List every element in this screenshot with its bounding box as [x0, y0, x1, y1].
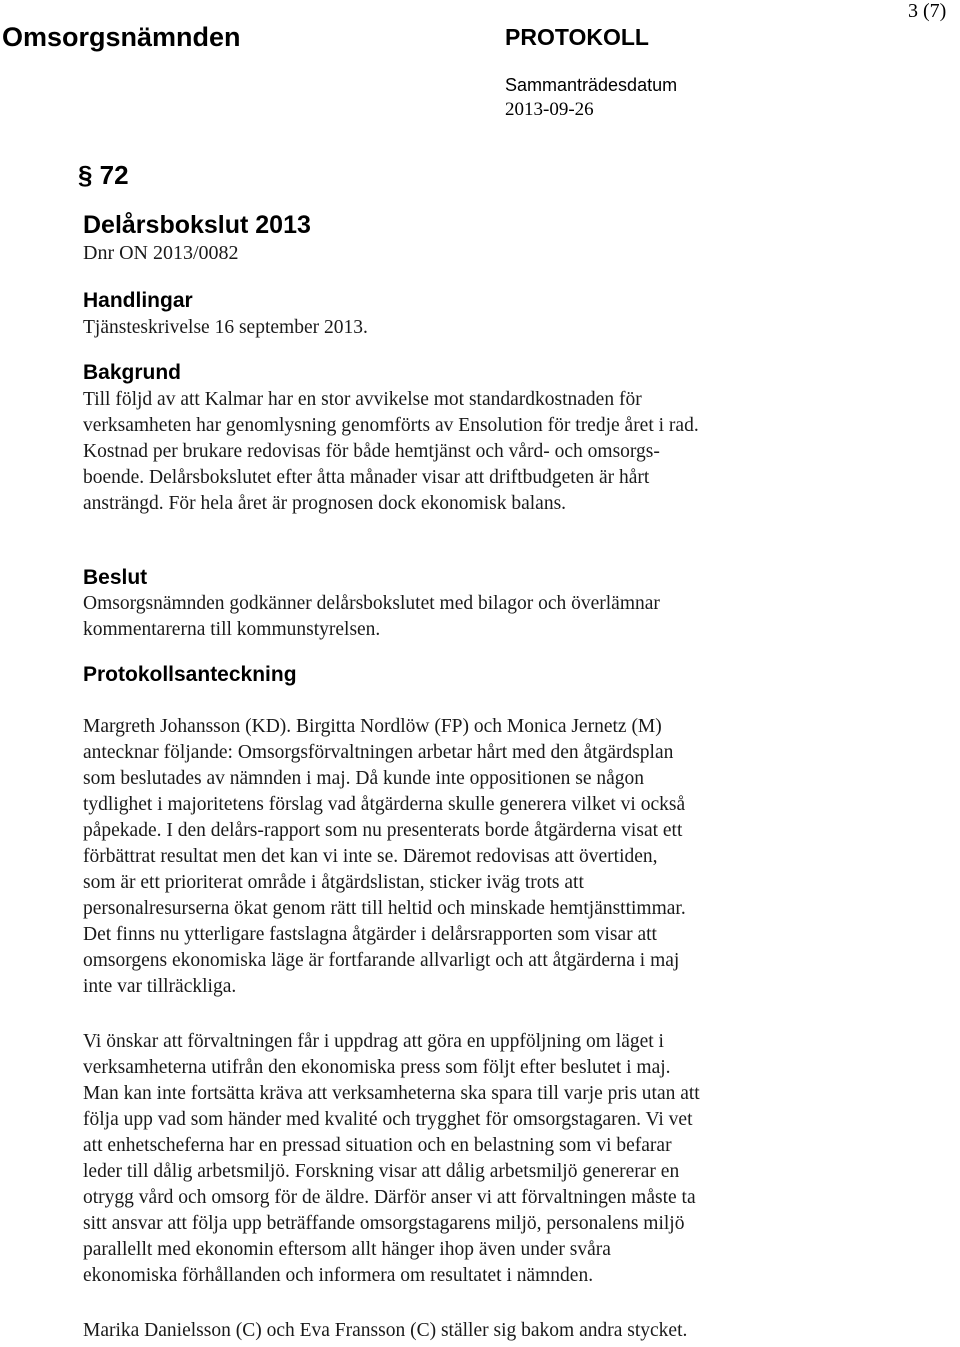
text-line: verksamheterna utifrån den ekonomiska press som följt efter beslutet i maj. — [83, 1057, 671, 1078]
meeting-date: 2013-09-26 — [505, 99, 594, 120]
text-line: antecknar följande: Omsorgsförvaltningen arbetar hårt med den åtgärdsplan — [83, 742, 674, 763]
organization-name: Omsorgsnämnden — [2, 22, 241, 52]
diary-number: Dnr ON 2013/0082 — [83, 242, 239, 264]
protokollsanteckning-heading: Protokollsanteckning — [83, 663, 297, 686]
handlingar-text — [83, 315, 803, 341]
text-line: otrygg vård och omsorg för de äldre. Därför anser vi att förvaltningen måste ta — [83, 1187, 696, 1208]
document-type: PROTOKOLL — [505, 24, 649, 50]
text-line: Till följd av att Kalmar har en stor avvikelse mot standardkostnaden för — [83, 389, 642, 410]
text-line: påpekade. I den delårs-rapport som nu presenterats borde åtgärderna visat ett — [83, 820, 683, 841]
bakgrund-text — [83, 387, 803, 517]
text-line: tydlighet i majoritetens förslag vad åtgärderna skulle generera vilket vi också — [83, 794, 686, 815]
text-line: boende. Delårsbokslutet efter åtta månader visar att driftbudgeten är hårt — [83, 467, 650, 488]
protokollsanteckning-paragraph-1 — [83, 714, 803, 1000]
text-line: personalresurserna ökat genom rätt till heltid och minskade hemtjänsttimmar. — [83, 898, 686, 919]
page-number: 3 (7) — [908, 0, 947, 22]
text-line: leder till dålig arbetsmiljö. Forskning visar att dålig arbetsmiljö genererar en — [83, 1161, 680, 1182]
text-line: Det finns nu ytterligare fastslagna åtgärder i delårsrapporten som visar att — [83, 924, 657, 945]
protokollsanteckning-paragraph-2 — [83, 1029, 803, 1289]
text-line: Tjänsteskrivelse 16 september 2013. — [83, 317, 368, 338]
bakgrund-heading: Bakgrund — [83, 361, 182, 384]
section-title: Delårsbokslut 2013 — [83, 211, 311, 239]
text-line: förbättrat resultat men det kan vi inte se. Däremot redovisas att övertiden, — [83, 846, 658, 867]
paragraph-number: § 72 — [78, 160, 129, 190]
beslut-heading: Beslut — [83, 566, 148, 589]
text-line: omsorgens ekonomiska läge är fortfarande allvarligt och att åtgärderna i maj — [83, 950, 680, 971]
text-line: följa upp vad som händer med kvalité och trygghet för omsorgstagaren. Vi vet — [83, 1109, 693, 1130]
text-line: att enhetscheferna har en pressad situation och en belastning som vi befarar — [83, 1135, 672, 1156]
text-line: som är ett prioriterat område i åtgärdslistan, sticker iväg trots att — [83, 872, 584, 893]
text-line: som beslutades av nämnden i maj. Då kunde inte oppositionen se någon — [83, 768, 645, 789]
text-line: parallellt med ekonomin eftersom allt hänger ihop även under svåra — [83, 1239, 611, 1260]
handlingar-heading: Handlingar — [83, 289, 193, 312]
text-line: Margreth Johansson (KD). Birgitta Nordlöw (FP) och Monica Jernetz (M) — [83, 716, 662, 737]
text-line: Vi önskar att förvaltningen får i uppdrag att göra en uppföljning om läget i — [83, 1031, 664, 1052]
text-line: Omsorgsnämnden godkänner delårsbokslutet med bilagor och överlämnar — [83, 593, 660, 614]
meeting-date-label: Sammanträdesdatum — [505, 75, 678, 95]
closing-statement: Marika Danielsson (C) och Eva Fransson (C) ställer sig bakom andra stycket. — [83, 1320, 688, 1341]
text-line: ansträngd. För hela året är prognosen dock ekonomisk balans. — [83, 493, 567, 514]
beslut-text — [83, 591, 803, 643]
text-line: kommentarerna till kommunstyrelsen. — [83, 619, 381, 640]
text-line: inte var tillräckliga. — [83, 976, 237, 997]
text-line: Kostnad per brukare redovisas för både hemtjänst och vård- och omsorgs- — [83, 441, 660, 462]
text-line: Man kan inte fortsätta kräva att verksamheterna ska spara till varje pris utan att — [83, 1083, 700, 1104]
text-line: sitt ansvar att följa upp beträffande omsorgstagarens miljö, personalens miljö — [83, 1213, 685, 1234]
text-line: ekonomiska förhållanden och informera om resultatet i nämnden. — [83, 1265, 594, 1286]
text-line: verksamheten har genomlysning genomförts av Ensolution för tredje året i rad. — [83, 415, 699, 436]
